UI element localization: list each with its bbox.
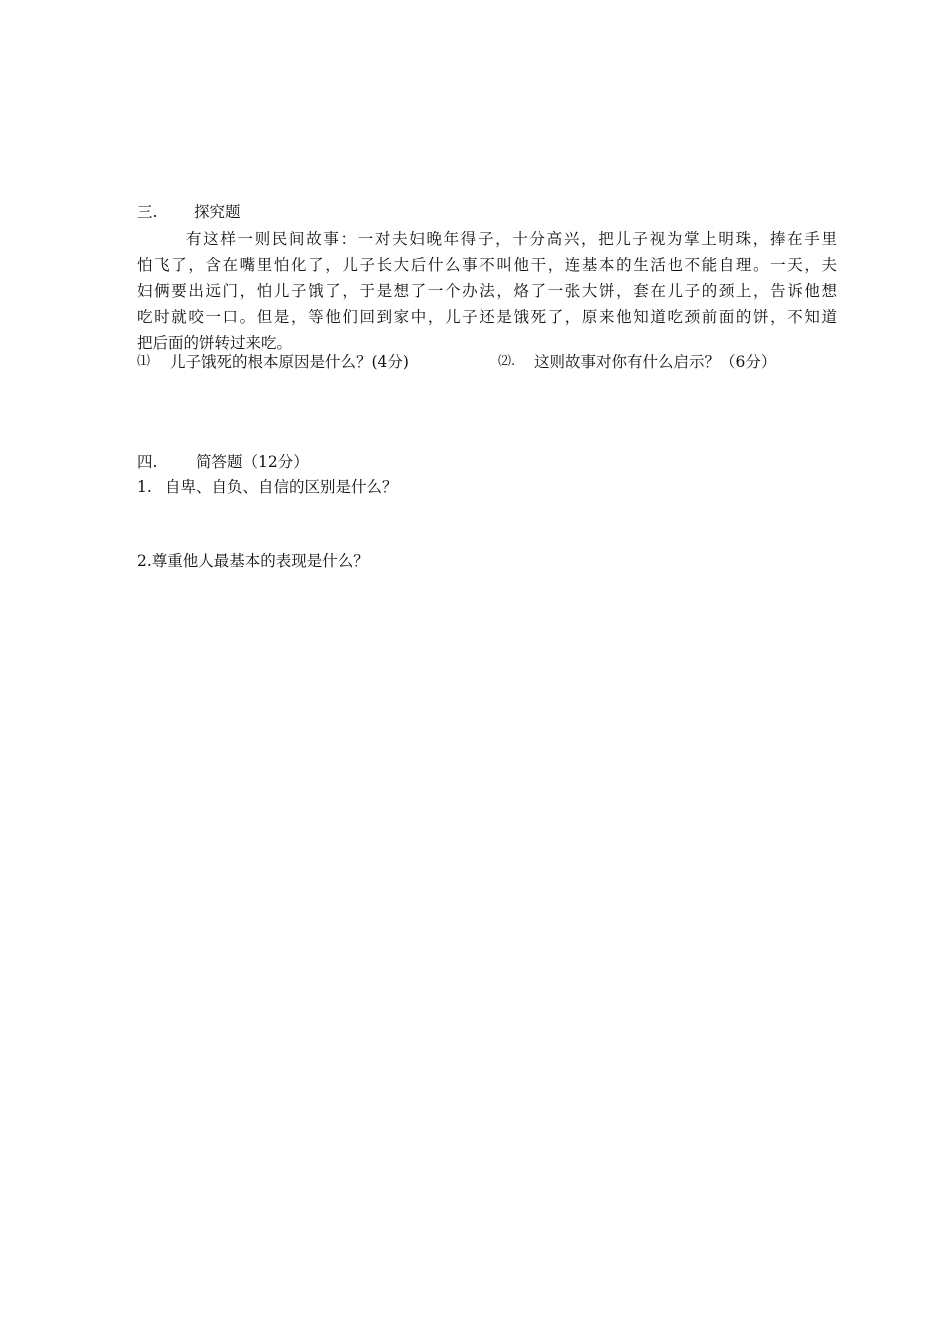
- question-2-number: ⑵.: [498, 354, 516, 369]
- question-2-text: 这则故事对你有什么启示？（6分）: [534, 353, 777, 371]
- story-line: 有这样一则民间故事：一对夫妇晚年得子，十分高兴，把儿子视为掌上明珠，捧在手里: [186, 230, 837, 248]
- section-3-title: 探究题: [194, 203, 241, 221]
- story-line: 妇俩要出远门，怕儿子饿了，于是想了一个办法，烙了一张大饼，套在儿子的颈上，告诉他想: [137, 282, 837, 300]
- story-paragraph: [137, 226, 837, 356]
- question-1-text: 儿子饿死的根本原因是什么？(4分): [170, 353, 409, 371]
- story-line: 吃时就咬一口。但是，等他们回到家中，儿子还是饿死了，原来他知道吃颈前面的饼，不知道: [137, 308, 837, 326]
- section-4-title: 简答题（12分）: [196, 453, 309, 471]
- section-4-number: 四.: [137, 453, 158, 471]
- question-1-text: 自卑、自负、自信的区别是什么？: [165, 478, 398, 496]
- section-3-number: 三.: [137, 203, 158, 221]
- question-1-number: 1.: [137, 478, 152, 496]
- story-line: 怕飞了，含在嘴里怕化了，儿子长大后什么事不叫他干，连基本的生活也不能自理。一天，夫: [137, 256, 837, 274]
- story-line: 把后面的饼转过来吃。: [137, 334, 293, 352]
- question-1-number: ⑴: [137, 354, 151, 369]
- section-4-question-2: 2.尊重他人最基本的表现是什么？: [137, 552, 369, 570]
